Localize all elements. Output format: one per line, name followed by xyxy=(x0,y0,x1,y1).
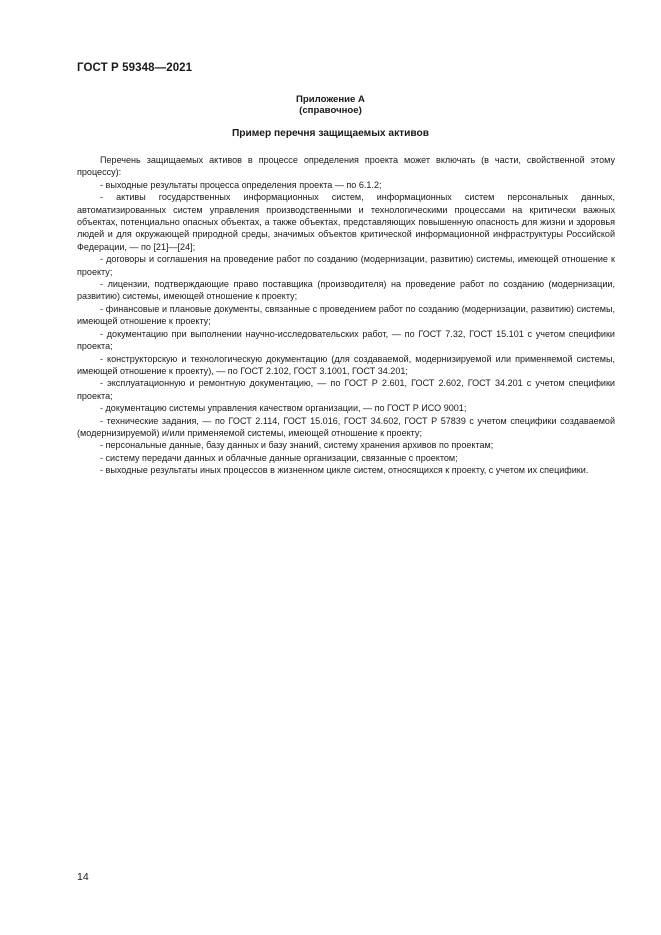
list-item: - выходные результаты процесса определения проекта — по 6.1.2; xyxy=(100,179,382,190)
intro-paragraph: Перечень защищаемых активов в процессе определения проекта может включать (в части, свойственной этому процессу): xyxy=(77,155,615,178)
list-item: - эксплуатационную и ремонтную документацию, — по ГОСТ Р 2.601, ГОСТ 2.602, ГОСТ 34.201 с учетом специфики проекта; xyxy=(77,378,615,401)
list-item: - лицензии, подтверждающие право поставщика (производителя) на проведение работ по созданию (модернизации, развитию) системы, имеющей отношение к проекту; xyxy=(77,279,615,302)
list-item: - документацию системы управления качеством организации, — по ГОСТ Р ИСО 9001; xyxy=(100,403,467,414)
list-item: - документацию при выполнении научно-исследовательских работ, — по ГОСТ 7.32, ГОСТ 15.101 с учетом специфики проекта; xyxy=(77,328,615,352)
list-item: - финансовые и плановые документы, связанные с проведением работ по созданию (модернизации, развитию) системы, имеющей отношение к проекту; xyxy=(77,303,615,327)
list-item: - конструкторскую и технологическую документацию (для создаваемой, модернизируемой или применяемой системы, имеющей отношение к проекту), — по ГОСТ 2.102, ГОСТ 3.1001, ГОСТ 34.201; xyxy=(77,353,615,376)
list-item: - персональные данные, базу данных и базу знаний, систему хранения архивов по проектам; xyxy=(100,440,494,451)
document-header: ГОСТ Р 59348—2021 xyxy=(77,62,193,74)
appendix-label: Приложение А xyxy=(296,94,365,105)
list-item: - технические задания, — по ГОСТ 2.114, ГОСТ 15.016, ГОСТ 34.602, ГОСТ Р 57839 с учетом специфики создаваемой (модернизируемой) и/или применяемой системы, имеющей отношение к проекту; xyxy=(77,415,615,438)
document-body xyxy=(77,154,615,477)
section-title: Пример перечня защищаемых активов xyxy=(231,128,430,139)
appendix-type: (справочное) xyxy=(299,105,362,116)
list-item: - договоры и соглашения на проведение работ по созданию (модернизации, развитию) системы, имеющей отношение к проекту; xyxy=(77,254,615,277)
list-item: - активы государственных информационных систем, информационных систем персональных данных, автоматизированных систем управления производственными и технологическими процессами на критически важных объектах, потенциально опасных объектах, а также объектах, представляющих повышенную опасность для жизни и здоровья людей и для окружающей природной среды, значимых объектов критической информационной инфраструктуры Российской Федерации, — по [21]—[24]; xyxy=(77,192,615,252)
list-item: - выходные результаты иных процессов в жизненном цикле систем, относящихся к проекту, с учетом их специфики. xyxy=(100,465,589,476)
list-item: - систему передачи данных и облачные данные организации, связанные с проектом; xyxy=(100,452,458,463)
page-number: 14 xyxy=(77,871,89,883)
